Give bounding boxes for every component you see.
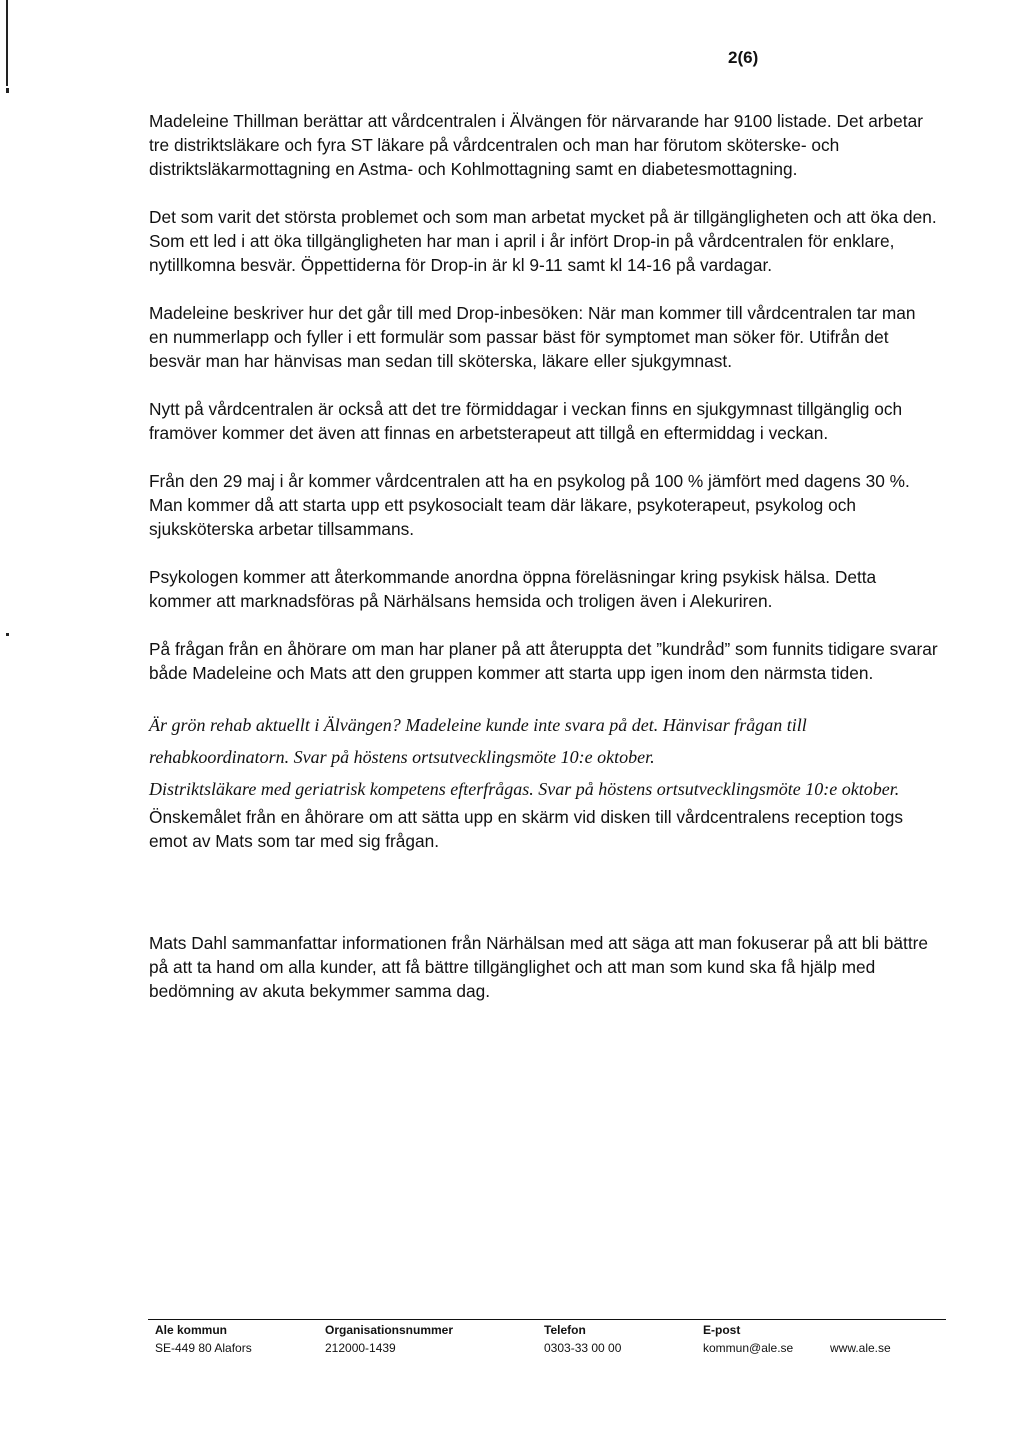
footer-orgnr-value: 212000-1439 [325,1341,396,1355]
page-footer [0,1321,1024,1361]
footer-email [703,1321,793,1357]
footer-orgnr-label: Organisationsnummer [325,1323,454,1337]
paragraph-tillganglighet: Det som varit det största problemet och som man arbetat mycket på är tillgängligheten och att öka den. Som ett led i att öka tillgängligheten har man i april i år infört Drop-in på vårdcentralen för enklare, nytillkomna besvär. Öppettiderna för Drop-in är kl 9-11 samt kl 14-16 på vardagar. [149,207,937,275]
paragraph-forelasningar: Psykologen kommer att återkommande anordna öppna föreläsningar kring psykisk hälsa. Detta kommer att marknadsföras på Närhälsans hemsida och troligen även i Alekuriren. [149,567,877,611]
paragraph-kundrad: På frågan från en åhörare om man har planer på att återuppta det ”kundråd” som funnits tidigare svarar både Madeleine och Mats att den gruppen kommer att starta upp igen inom den närmsta tiden. [149,639,938,683]
footer-phone-value: 0303-33 00 00 [544,1341,622,1355]
footer-web-value: www.ale.se [830,1341,891,1355]
footer-org-label: Ale kommun [155,1323,228,1337]
paragraph-sammanfattning: Mats Dahl sammanfattar informationen från Närhälsan med att säga att man fokuserar på att bli bättre på att ta hand om alla kunder, att få bättre tillgänglighet och att man som kund ska få hjälp med bedömning av akuta bekymmer samma dag. [149,933,928,1001]
footer-email-label: E-post [703,1323,741,1337]
footer-orgnr [325,1321,453,1357]
scan-edge-mark [6,633,9,636]
footer-email-value: kommun@ale.se [703,1341,794,1355]
paragraph-drop-in: Madeleine beskriver hur det går till med Drop-inbesöken: När man kommer till vårdcentralen tar man en nummerlapp och fyller i ett formulär som passar bäst för symptomet man söker för. Utifrån det besvär man har hänvisas man sedan till sköterska, läkare eller sjukgymnast. [149,303,916,371]
footer-web [830,1339,891,1357]
paragraph-geriatrisk: Distriktsläkare med geriatrisk kompetens efterfrågas. Svar på höstens ortsutvecklingsmöte 10:e oktober. [149,779,900,799]
paragraph-sjukgymnast: Nytt på vårdcentralen är också att det tre förmiddagar i veckan finns en sjukgymnast tillgänglig och framöver kommer det även att finnas en arbetsterapeut att tillgå en eftermiddag i veckan. [149,399,903,443]
paragraph-psykolog: Från den 29 maj i år kommer vårdcentralen att ha en psykolog på 100 % jämfört med dagens 30 %. Man kommer då att starta upp ett psykosocialt team där läkare, psykoterapeut, psykolog och sjuksköterska arbetar tillsammans. [149,471,910,539]
footer-org [155,1321,252,1357]
scan-edge-mark [6,88,9,93]
footer-phone-label: Telefon [544,1323,586,1337]
page-number: 2(6) [728,48,759,67]
footer-address: SE-449 80 Alafors [155,1341,252,1355]
paragraph-vardcentral-intro: Madeleine Thillman berättar att vårdcentralen i Älvängen för närvarande har 9100 listade. Det arbetar tre distriktsläkare och fyra ST läkare på vårdcentralen och man har förutom sköterske- och distriktsläkarmottagning en Astma- och Kohlmottagning samt en diabetesmottagning. [149,111,923,179]
document-body [149,109,939,1003]
scan-edge-line [6,0,8,86]
paragraph-skarm: Önskemålet från en åhörare om att sätta upp en skärm vid disken till vårdcentralens reception togs emot av Mats som tar med sig frågan. [149,807,904,851]
footer-divider [148,1319,946,1320]
footer-phone [544,1321,621,1357]
paragraph-gron-rehab: Är grön rehab aktuellt i Älvängen? Madeleine kunde inte svara på det. Hänvisar frågan till rehabkoordinatorn. Svar på höstens ortsutvecklingsmöte 10:e oktober. [149,715,807,767]
